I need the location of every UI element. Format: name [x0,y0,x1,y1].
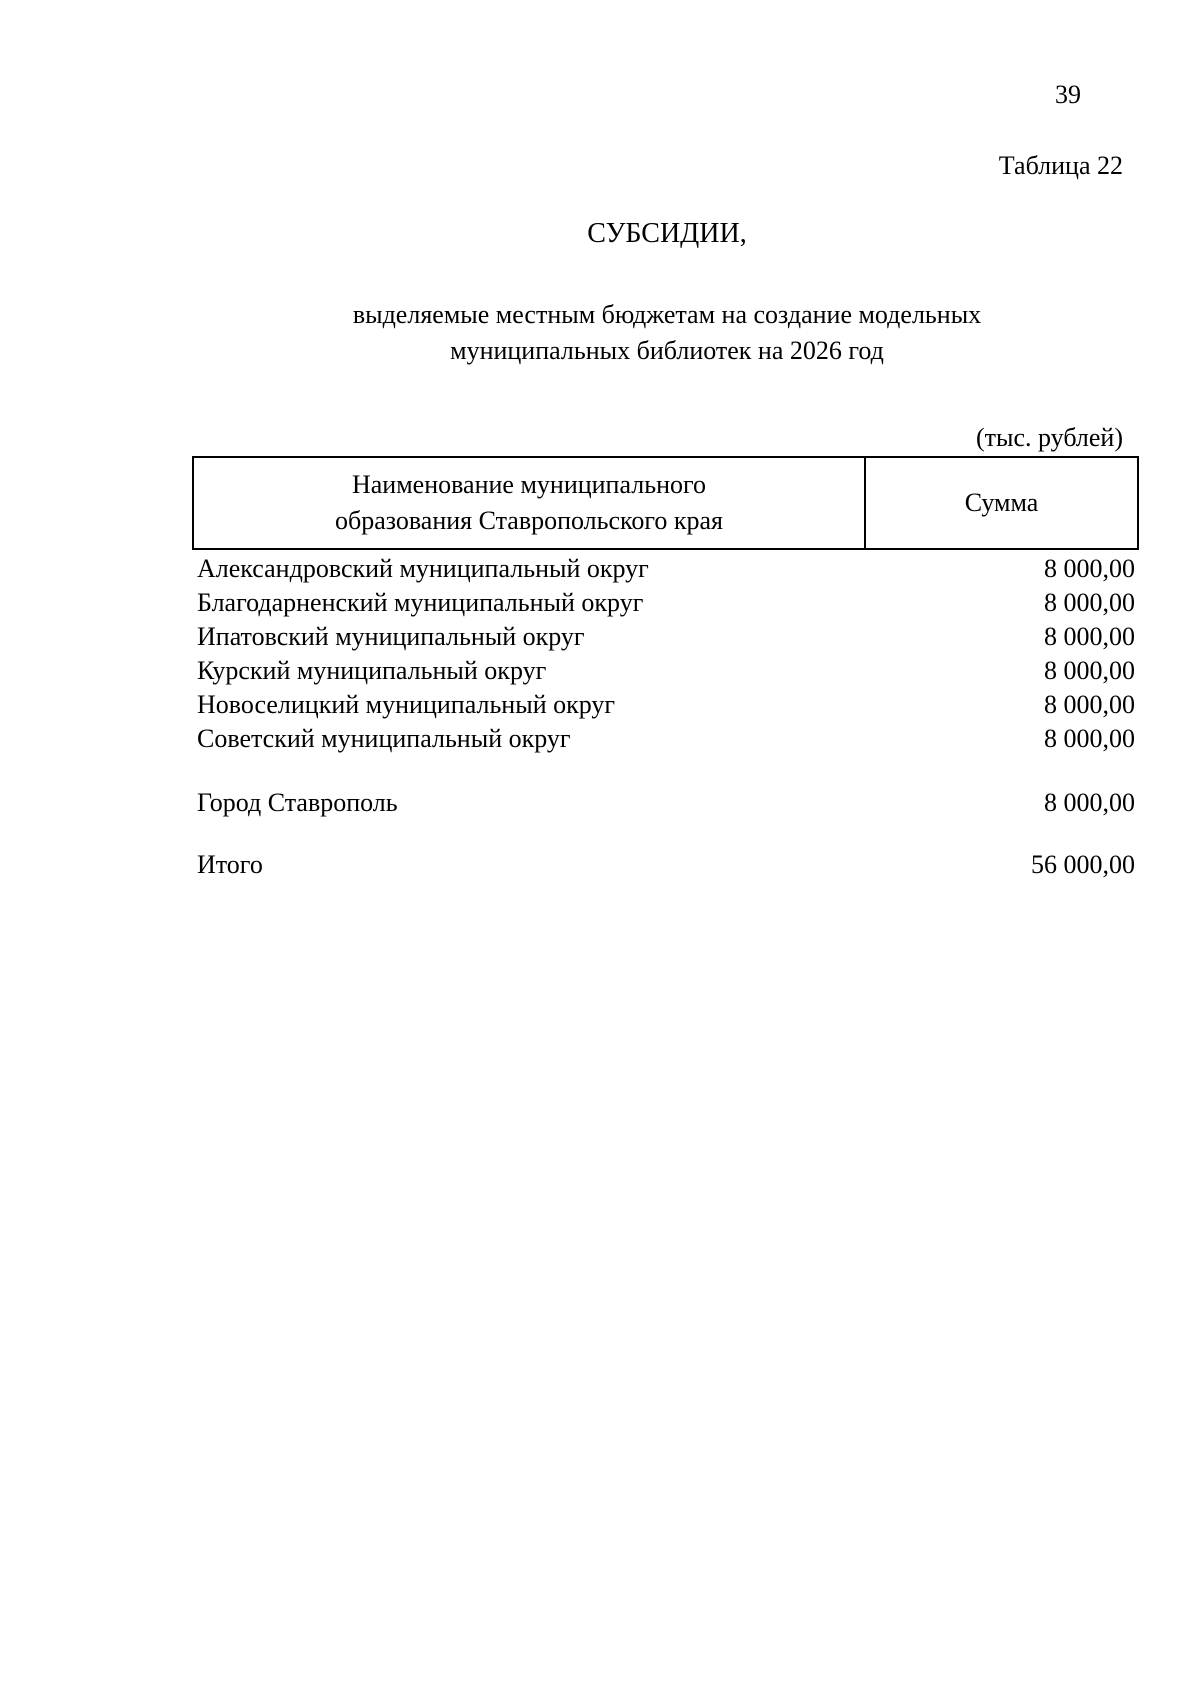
header-sum-cell: Сумма [964,488,1039,517]
table-row [197,688,1135,722]
table-row [197,586,1135,620]
row-name: Советский муниципальный округ [197,724,571,753]
table-row [197,552,1135,586]
header-name-line: образования Ставропольского края [334,506,724,535]
city-name: Город Ставрополь [197,788,398,817]
row-value: 8 000,00 [1044,622,1135,651]
row-value: 8 000,00 [1044,690,1135,719]
row-value: 8 000,00 [1044,656,1135,685]
row-value: 8 000,00 [1044,724,1135,753]
table-header [192,456,1139,550]
table-row [197,722,1135,756]
row-name: Новоселицкий муниципальный округ [197,690,616,719]
subtitle-line: муниципальных библиотек на 2026 год [450,336,884,365]
row-name: Благодарненский муниципальный округ [197,588,644,617]
document-title: СУБСИДИИ, [587,218,747,249]
header-name-cell [194,458,866,548]
total-value: 56 000,00 [1031,850,1135,879]
units-label: (тыс. рублей) [975,423,1123,452]
city-row [197,786,1135,820]
page-number: 39 [1055,80,1081,109]
total-row [197,848,1135,882]
total-label: Итого [197,850,263,879]
row-value: 8 000,00 [1044,588,1135,617]
city-value: 8 000,00 [1044,788,1135,817]
table-row [197,654,1135,688]
row-name: Курский муниципальный округ [197,656,547,685]
row-value: 8 000,00 [1044,554,1135,583]
table-label: Таблица 22 [998,151,1123,180]
table-body [197,552,1135,882]
row-name: Александровский муниципальный округ [197,554,649,583]
row-name: Ипатовский муниципальный округ [197,622,585,651]
header-name-line: Наименование муниципального [351,470,707,499]
subtitle-line: выделяемые местным бюджетам на создание модельных [352,300,982,329]
document-subtitle [0,297,1200,369]
table-row [197,620,1135,654]
